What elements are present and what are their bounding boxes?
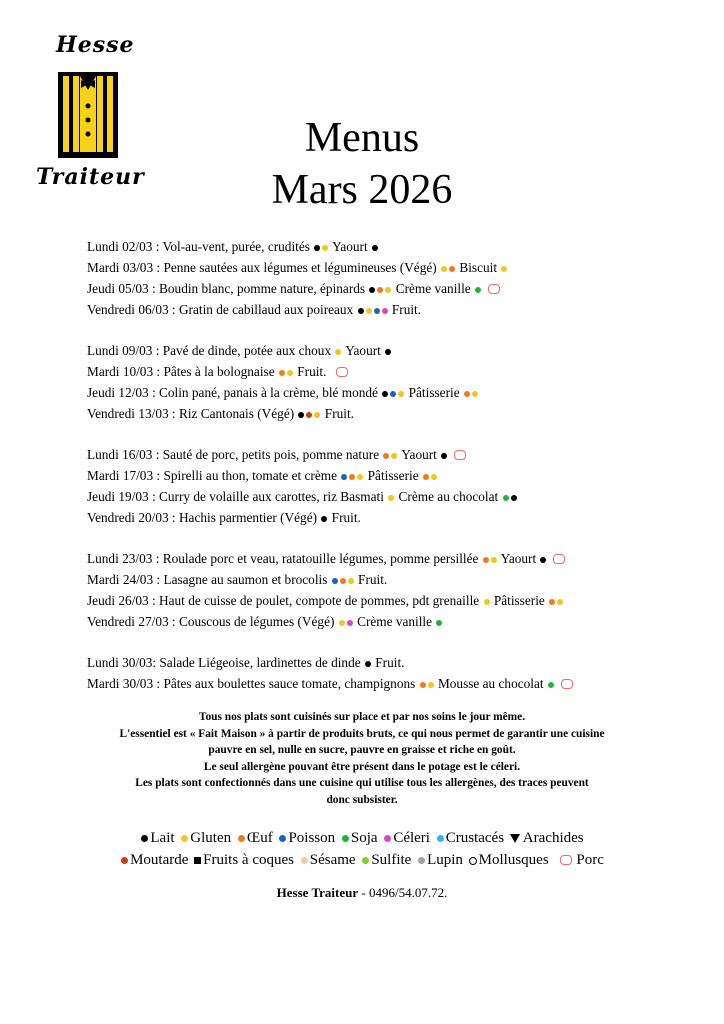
allergen-dot-oeuf: [279, 370, 285, 376]
legend-label: Céleri: [393, 830, 430, 846]
legend-label: Porc: [576, 852, 604, 868]
dessert-text: Fruit.: [293, 364, 330, 379]
legend-dot-gluten: [181, 835, 188, 842]
dessert-text: Fruit.: [388, 302, 422, 317]
allergen-dot-celeri: [382, 308, 388, 314]
dessert-text: Yaourt: [497, 551, 540, 566]
menu-row: [87, 652, 687, 673]
logo-text-top: Hesse: [56, 32, 135, 58]
dish-text: Vendredi 13/03 : Riz Cantonais (Végé): [87, 406, 298, 421]
legend-dot-lupin: [418, 857, 425, 864]
menu-row: [87, 611, 687, 632]
legend-label: Arachides: [522, 830, 584, 846]
week-gap: [87, 424, 687, 444]
pork-icon: [560, 855, 572, 865]
allergen-dot-oeuf: [349, 474, 355, 480]
menu-row: [87, 569, 687, 590]
legend-dot-crustaces: [437, 835, 444, 842]
allergen-dot-gluten: [366, 308, 372, 314]
allergen-dot-poisson: [390, 391, 396, 397]
note-line: pauvre en sel, nulle en sucre, pauvre en graisse et riche en goût.: [208, 744, 516, 756]
dessert-text: Pâtisserie: [364, 468, 422, 483]
allergen-dot-gluten: [391, 453, 397, 459]
square-icon: [194, 857, 201, 864]
legend-label: Œuf: [246, 830, 273, 846]
dessert-text: Biscuit: [456, 260, 501, 275]
pork-icon: [454, 450, 466, 460]
menu-row: [87, 257, 687, 278]
legend-item: [300, 852, 356, 868]
allergen-dot-gluten: [431, 474, 437, 480]
dish-text: Lundi 23/03 : Roulade porc et veau, ratatouille légumes, pomme persillée: [87, 551, 482, 566]
dish-text: Mardi 30/03 : Pâtes aux boulettes sauce tomate, champignons: [87, 676, 419, 691]
allergen-dot-poisson: [374, 308, 380, 314]
legend-item: [510, 830, 584, 846]
note-line: L'essentiel est « Fait Maison » à partir de produits bruts, ce qui nous permet de garantir une cuisine: [119, 727, 605, 740]
legend-label: Sésame: [309, 852, 356, 868]
allergen-dot-gluten: [491, 557, 497, 563]
ring-icon: [469, 857, 477, 865]
footer: [0, 885, 724, 901]
allergen-dot-lait: [385, 349, 391, 355]
allergen-dot-gluten: [287, 370, 293, 376]
menu-row: [87, 361, 687, 382]
allergen-dot-lait: [321, 516, 327, 522]
dessert-text: Yaourt: [342, 343, 385, 358]
dish-text: Mardi 17/03 : Spirelli au thon, tomate et crème: [87, 468, 341, 483]
title-line-1: Menus: [304, 115, 420, 161]
dish-text: Vendredi 06/03 : Gratin de cabillaud aux poireaux: [87, 302, 357, 317]
legend-item: [140, 830, 174, 846]
legend-item: [469, 852, 549, 868]
dessert-text: Fruit.: [328, 510, 361, 525]
footer-name: Hesse Traiteur: [276, 885, 359, 900]
menu-row: [87, 507, 687, 528]
dish-text: Jeudi 19/03 : Curry de volaille aux carottes, riz Basmati: [87, 489, 388, 504]
dessert-text: Crème vanille: [392, 281, 475, 296]
title-line-2: Mars 2026: [271, 167, 453, 213]
allergen-dot-gluten: [501, 266, 507, 272]
menu-row: [87, 444, 687, 465]
allergen-dot-celeri: [347, 620, 353, 626]
allergen-legend: [0, 827, 724, 871]
legend-label: Moutarde: [130, 852, 189, 868]
legend-item: [341, 830, 378, 846]
dessert-text: Mousse au chocolat: [434, 676, 547, 691]
allergen-dot-oeuf: [340, 578, 346, 584]
allergen-dot-gluten: [398, 391, 404, 397]
allergen-dot-oeuf: [377, 287, 383, 293]
allergen-dot-gluten: [441, 266, 447, 272]
allergen-dot-gluten: [322, 245, 328, 251]
legend-label: Sulfite: [371, 852, 412, 868]
allergen-dot-soja: [548, 682, 554, 688]
legend-item: [417, 852, 463, 868]
legend-dot-lait: [141, 835, 148, 842]
dish-text: Jeudi 05/03 : Boudin blanc, pomme nature, épinards: [87, 281, 369, 296]
dish-text: Mardi 10/03 : Pâtes à la bolognaise: [87, 364, 278, 379]
note-line: Les plats sont confectionnés dans une cuisine qui utilise tous les allergènes, des traces peuvent: [135, 777, 589, 789]
menu-row: [87, 486, 687, 507]
menu-row: [87, 299, 687, 320]
allergen-dot-lait: [540, 557, 546, 563]
legend-dot-soja: [342, 835, 349, 842]
notes: [0, 709, 724, 808]
legend-item: [278, 830, 335, 846]
pork-icon: [561, 679, 573, 689]
allergen-dot-oeuf: [449, 266, 455, 272]
dessert-text: Fruit.: [371, 655, 405, 670]
allergen-dot-oeuf: [483, 557, 489, 563]
triangle-icon: [510, 834, 520, 843]
note-line: Le seul allergène pouvant être présent dans le potage est le céleri.: [203, 760, 521, 773]
dish-text: Lundi 02/03 : Vol-au-vent, purée, crudités: [87, 239, 314, 254]
allergen-dot-lait: [298, 412, 304, 418]
allergen-dot-gluten: [339, 620, 345, 626]
menu-list: [87, 236, 687, 694]
allergen-dot-lait: [365, 661, 371, 667]
dessert-text: Pâtisserie: [405, 385, 463, 400]
legend-dot-celeri: [384, 835, 391, 842]
pork-icon: [553, 554, 565, 564]
dish-text: Lundi 30/03: Salade Liégeoise, lardinettes de dinde: [87, 655, 364, 670]
dessert-text: Pâtisserie: [490, 593, 549, 608]
legend-label: Lait: [150, 830, 175, 846]
pork-icon: [336, 367, 348, 377]
menu-row: [87, 465, 687, 486]
dessert-text: Fruit.: [321, 406, 354, 421]
legend-dot-oeuf: [238, 835, 245, 842]
legend-label: Gluten: [190, 830, 232, 846]
note-line: Tous nos plats sont cuisinés sur place et par nos soins le jour même.: [198, 711, 526, 723]
legend-item: [554, 852, 604, 868]
dish-text: Lundi 09/03 : Pavé de dinde, potée aux choux: [87, 343, 335, 358]
legend-label: Crustacés: [445, 830, 505, 846]
allergen-dot-lait: [511, 495, 517, 501]
allergen-dot-lait: [382, 391, 388, 397]
dish-text: Jeudi 12/03 : Colin pané, panais à la crème, blé mondé: [87, 385, 382, 400]
dish-text: Vendredi 20/03 : Hachis parmentier (Végé): [87, 510, 321, 525]
allergen-dot-lait: [369, 287, 375, 293]
allergen-dot-soja: [436, 620, 442, 626]
legend-item: [120, 852, 188, 868]
allergen-dot-oeuf: [420, 682, 426, 688]
week-gap: [87, 320, 687, 340]
allergen-dot-poisson: [332, 578, 338, 584]
allergen-dot-gluten: [357, 474, 363, 480]
pork-icon: [488, 284, 500, 294]
footer-phone: - 0496/54.07.72.: [358, 885, 448, 900]
legend-item: [194, 852, 294, 868]
legend-dot-sesame: [301, 857, 308, 864]
note-line: donc subsister.: [326, 793, 398, 806]
legend-label: Lupin: [427, 852, 463, 868]
allergen-dot-lait: [314, 245, 320, 251]
allergen-dot-gluten: [314, 412, 320, 418]
allergen-dot-gluten: [385, 287, 391, 293]
menu-row: [87, 340, 687, 361]
allergen-dot-oeuf: [423, 474, 429, 480]
menu-row: [87, 382, 687, 403]
dish-text: Vendredi 27/03 : Couscous de légumes (Végé): [87, 614, 338, 629]
allergen-dot-lait: [372, 245, 378, 251]
allergen-dot-gluten: [388, 495, 394, 501]
legend-label: Mollusques: [478, 852, 549, 868]
dessert-text: Fruit.: [354, 572, 388, 587]
allergen-dot-oeuf: [383, 453, 389, 459]
allergen-dot-gluten: [335, 349, 341, 355]
logo-text-bottom: Traiteur: [36, 164, 145, 190]
week-gap: [87, 528, 687, 548]
legend-label: Fruits à coques: [203, 852, 294, 868]
menu-row: [87, 548, 687, 569]
dish-text: Mardi 24/03 : Lasagne au saumon et brocolis: [87, 572, 331, 587]
dessert-text: Yaourt: [398, 447, 441, 462]
legend-row: [0, 849, 724, 871]
legend-item: [237, 830, 273, 846]
allergen-dot-oeuf: [549, 599, 555, 605]
legend-item: [383, 830, 430, 846]
dessert-text: Yaourt: [329, 239, 371, 254]
legend-dot-poisson: [279, 835, 286, 842]
legend-dot-moutarde: [121, 857, 128, 864]
menu-row: [87, 236, 687, 257]
allergen-dot-lait: [358, 308, 364, 314]
dish-text: Lundi 16/03 : Sauté de porc, petits pois, pomme nature: [87, 447, 383, 462]
dish-text: Mardi 03/03 : Penne sautées aux légumes et légumineuses (Végé): [87, 260, 441, 275]
week-gap: [87, 632, 687, 652]
menu-row: [87, 590, 687, 611]
allergen-dot-poisson: [341, 474, 347, 480]
allergen-dot-soja: [503, 495, 509, 501]
allergen-dot-gluten: [557, 599, 563, 605]
legend-row: [0, 827, 724, 849]
legend-item: [436, 830, 504, 846]
legend-label: Poisson: [288, 830, 336, 846]
legend-item: [180, 830, 231, 846]
legend-label: Soja: [350, 830, 378, 846]
allergen-dot-gluten: [428, 682, 434, 688]
menu-row: [87, 278, 687, 299]
legend-dot-sulfite: [362, 857, 369, 864]
allergen-dot-moutarde: [306, 412, 312, 418]
allergen-dot-oeuf: [464, 391, 470, 397]
dessert-text: Crème vanille: [353, 614, 436, 629]
allergen-dot-gluten: [484, 599, 490, 605]
page-title: [0, 112, 724, 216]
dessert-text: Crème au chocolat: [395, 489, 502, 504]
allergen-dot-lait: [441, 453, 447, 459]
allergen-dot-gluten: [472, 391, 478, 397]
menu-row: [87, 403, 687, 424]
dish-text: Jeudi 26/03 : Haut de cuisse de poulet, compote de pommes, pdt grenaille: [87, 593, 483, 608]
legend-item: [361, 852, 411, 868]
menu-row: [87, 673, 687, 694]
allergen-dot-soja: [475, 287, 481, 293]
allergen-dot-gluten: [348, 578, 354, 584]
